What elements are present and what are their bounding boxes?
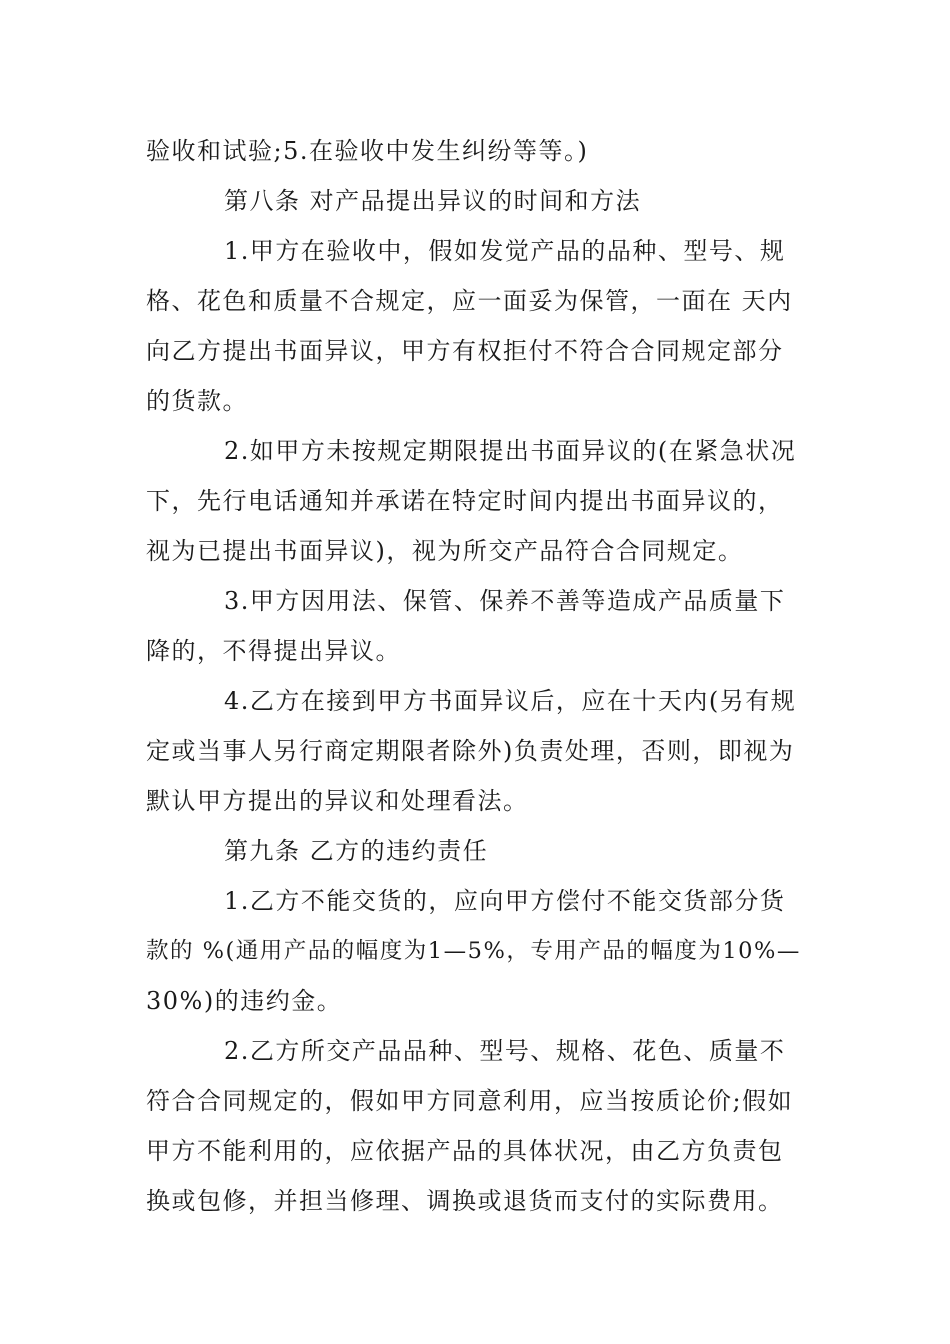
text-line: 款的 %(通用产品的幅度为1—5%，专用产品的幅度为10%— xyxy=(146,938,801,964)
text-line: 格、花色和质量不合规定，应一面妥为保管，一面在 天内 xyxy=(146,287,793,315)
text-line: 2.如甲方未按规定期限提出书面异议的(在紧急状况 xyxy=(224,437,797,465)
text-line: 符合合同规定的，假如甲方同意利用，应当按质论价;假如 xyxy=(146,1087,794,1115)
text-line: 30%)的违约金。 xyxy=(146,987,343,1015)
text-line: 降的，不得提出异议。 xyxy=(146,637,401,665)
text-line: 换或包修，并担当修理、调换或退货而支付的实际费用。 xyxy=(146,1187,784,1215)
section-heading-9: 第九条 乙方的违约责任 xyxy=(224,837,489,865)
text-line: 4.乙方在接到甲方书面异议后，应在十天内(另有规 xyxy=(224,687,797,715)
text-line: 验收和试验;5.在验收中发生纠纷等等。) xyxy=(146,137,589,165)
text-line: 1.乙方不能交货的，应向甲方偿付不能交货部分货 xyxy=(224,887,786,915)
text-line: 定或当事人另行商定期限者除外)负责处理，否则，即视为 xyxy=(146,737,795,765)
text-line: 视为已提出书面异议)，视为所交产品符合合同规定。 xyxy=(146,537,744,565)
text-line: 的货款。 xyxy=(146,387,248,415)
section-heading-8: 第八条 对产品提出异议的时间和方法 xyxy=(224,187,642,215)
text-line: 甲方不能利用的，应依据产品的具体状况，由乙方负责包 xyxy=(146,1137,784,1165)
text-line: 3.甲方因用法、保管、保养不善等造成产品质量下 xyxy=(224,587,786,615)
text-line: 向乙方提出书面异议，甲方有权拒付不符合合同规定部分 xyxy=(146,337,784,365)
text-line: 1.甲方在验收中，假如发觉产品的品种、型号、规 xyxy=(224,237,786,265)
text-line: 默认甲方提出的异议和处理看法。 xyxy=(146,787,529,815)
text-line: 下，先行电话通知并承诺在特定时间内提出书面异议的， xyxy=(146,487,784,515)
text-line: 2.乙方所交产品品种、型号、规格、花色、质量不 xyxy=(224,1037,786,1065)
